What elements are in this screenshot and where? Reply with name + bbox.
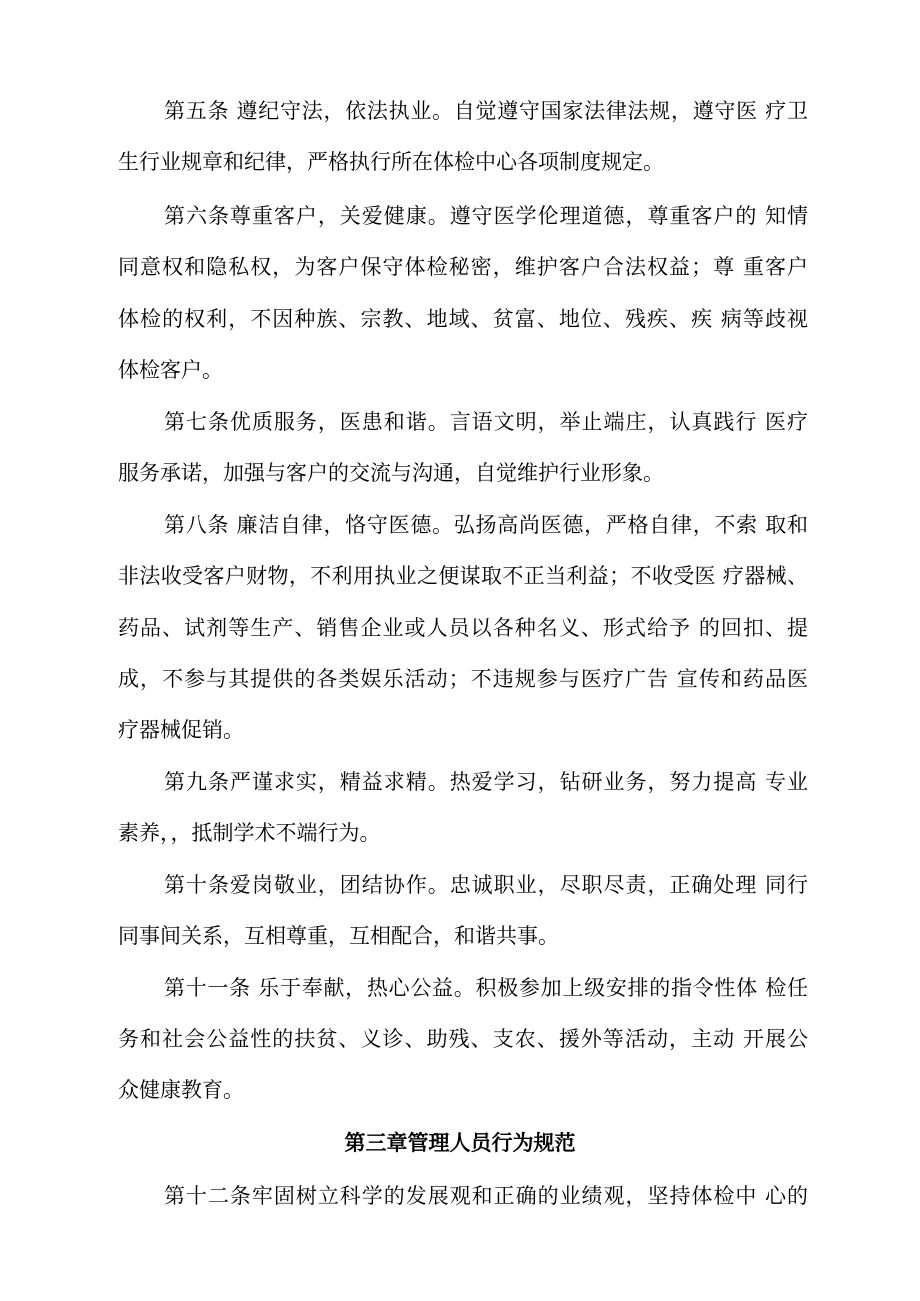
article-9-line-2: 素养，，抵制学术不端行为。 — [118, 821, 381, 845]
article-11-line-2: 务和社会公益性的扶贫、义诊、助残、支农、援外等活动，主动 开展公 — [118, 1027, 808, 1051]
article-10-line-1: 第十条爱岗敬业，团结协作。忠诚职业，尽职尽责，正确处理 同行 — [164, 873, 808, 897]
article-9-line-1: 第九条严谨求实，精益求精。热爱学习，钻研业务，努力提高 专业 — [164, 770, 808, 794]
article-5-line-1: 第五条 遵纪守法，依法执业。自觉遵守国家法律法规，遵守医 疗卫 — [164, 99, 808, 123]
article-8-line-5: 疗器械促销。 — [118, 718, 244, 742]
article-6-line-4: 体检客户。 — [118, 358, 223, 382]
article-5-line-2: 生行业规章和纪律，严格执行所在体检中心各项制度规定。 — [118, 150, 664, 174]
article-11-line-3: 众健康教育。 — [118, 1078, 244, 1102]
chapter-3-heading: 第三章管理人员行为规范 — [344, 1131, 576, 1155]
article-11-line-1: 第十一条 乐于奉献，热心公益。积极参加上级安排的指令性体 检任 — [164, 976, 808, 1000]
article-6-line-1: 第六条尊重客户，关爱健康。遵守医学伦理道德，尊重客户的 知情 — [164, 204, 808, 228]
article-8-line-2: 非法收受客户财物，不利用执业之便谋取不正当利益；不收受医 疗器械、 — [118, 564, 808, 588]
article-6-line-3: 体检的权利，不因种族、宗教、地域、贫富、地位、残疾、疾 病等歧视 — [118, 307, 808, 331]
article-12-line-1: 第十二条牢固树立科学的发展观和正确的业绩观，坚持体检中 心的 — [164, 1184, 808, 1208]
article-6-line-2: 同意权和隐私权，为客户保守体检秘密，维护客户合法权益；尊 重客户 — [118, 255, 808, 279]
article-8-line-1: 第八条 廉洁自律，恪守医德。弘扬高尚医德，严格自律，不索 取和 — [164, 513, 808, 537]
article-8-line-3: 药品、试剂等生产、销售企业或人员以各种名义、形式给予 的回扣、提 — [118, 616, 808, 640]
article-8-line-4: 成，不参与其提供的各类娱乐活动；不违规参与医疗广告 宣传和药品医 — [118, 667, 808, 691]
article-10-line-2: 同事间关系，互相尊重，互相配合，和谐共事。 — [118, 924, 559, 948]
article-7-line-1: 第七条优质服务，医患和谐。言语文明，举止端庄，认真践行 医疗 — [164, 410, 808, 434]
article-7-line-2: 服务承诺，加强与客户的交流与沟通，自觉维护行业形象。 — [118, 461, 664, 485]
